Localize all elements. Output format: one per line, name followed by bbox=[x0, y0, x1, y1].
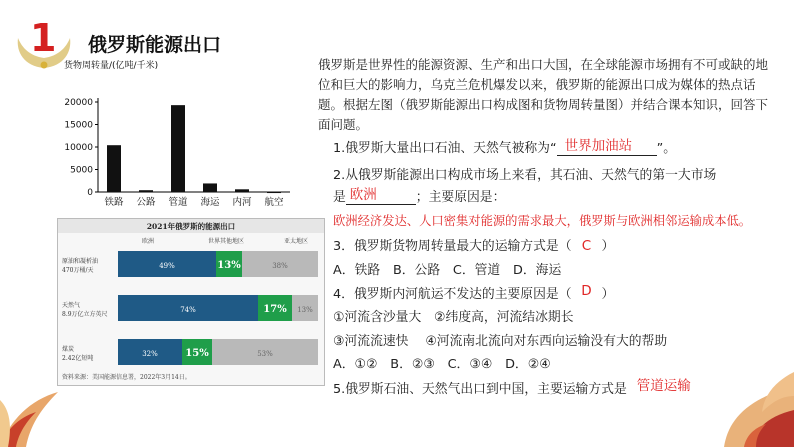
page-title: 俄罗斯能源出口 bbox=[88, 34, 222, 56]
energy-column-label: 欧洲 bbox=[141, 238, 155, 245]
answer-1: 世界加油站 bbox=[564, 138, 633, 154]
answer-4: D bbox=[581, 283, 592, 299]
energy-row-label: 天然气 bbox=[62, 302, 81, 309]
question-4-option-2: ③河流流速快 ④河流南北流向对东西向运输没有大的帮助 bbox=[333, 334, 668, 349]
question-5: 5.俄罗斯石油、天然气出口到中国，主要运输方式是 管道运输 bbox=[333, 378, 691, 397]
question-4-option-1: ①河流含沙量大 ②纬度高，河流结冰期长 bbox=[333, 310, 574, 325]
flower-decoration-right bbox=[684, 352, 794, 447]
energy-row-label: 煤炭 bbox=[62, 346, 75, 353]
freight-turnover-chart bbox=[60, 58, 310, 218]
question-4-options: A．①② B．②③ C．③④ D．②④ bbox=[333, 357, 551, 372]
bar-航空 bbox=[267, 192, 281, 194]
x-tick-label: 海运 bbox=[200, 197, 220, 208]
energy-chart-title: 2021年俄罗斯的能源出口 bbox=[146, 222, 236, 231]
energy-source: 资料来源：美国能源信息署，2022年3月14日。 bbox=[62, 374, 191, 381]
chart-ylabel: 货物周转量/(亿吨/千米) bbox=[64, 61, 159, 71]
energy-export-chart bbox=[57, 218, 325, 386]
energy-segment-label: 17% bbox=[263, 304, 287, 315]
intro-paragraph: 俄罗斯是世界性的能源资源、生产和出口大国，在全球能源市场拥有不可或缺的地位和巨大的影响力，乌克兰危机爆发以来，俄罗斯的能源出口成为媒体的热点话题。根据左图（俄罗斯能源出口构成图和货物周转量图）并结合课本知识，回答下面问题。 bbox=[318, 57, 769, 132]
bar-管道 bbox=[171, 105, 185, 192]
energy-segment-label: 13% bbox=[217, 260, 241, 271]
y-tick-label: 5000 bbox=[70, 165, 93, 176]
bar-铁路 bbox=[107, 145, 121, 192]
bar-公路 bbox=[139, 190, 153, 192]
question-1: 1.俄罗斯大量出口石油、天然气被称为“ 世界加油站 ”。 bbox=[333, 137, 676, 156]
answer-3: C bbox=[581, 238, 592, 254]
x-tick-label: 铁路 bbox=[104, 197, 124, 208]
energy-row-sub: 2.42亿短吨 bbox=[62, 355, 94, 362]
energy-row-sub: 8.9万亿立方英尺 bbox=[62, 311, 108, 318]
section-number: 1 bbox=[30, 16, 57, 60]
energy-segment-label: 74% bbox=[180, 306, 196, 314]
energy-segment-label: 49% bbox=[159, 262, 175, 270]
energy-segment-label: 53% bbox=[257, 350, 273, 358]
x-tick-label: 公路 bbox=[136, 197, 156, 208]
y-tick-label: 0 bbox=[87, 188, 93, 198]
flower-decoration-left bbox=[0, 360, 60, 447]
bar-内河 bbox=[235, 189, 249, 192]
question-3: 3．俄罗斯货物周转量最大的运输方式是（ C ） bbox=[333, 238, 615, 254]
question-3-options: A．铁路 B．公路 C．管道 D．海运 bbox=[333, 263, 562, 278]
question-4: 4．俄罗斯内河航运不发达的主要原因是（ D ） bbox=[333, 283, 615, 302]
energy-column-label: 世界其他地区 bbox=[207, 238, 245, 245]
question-2-line2: 是 欧洲 ；主要原因是： bbox=[333, 186, 505, 205]
energy-segment-label: 13% bbox=[297, 306, 313, 314]
question-2-line1: 2.从俄罗斯能源出口构成市场上来看，其石油、天然气的第一大市场 bbox=[333, 168, 717, 183]
y-tick-label: 20000 bbox=[64, 98, 93, 108]
energy-column-label: 亚太地区 bbox=[283, 238, 309, 245]
y-tick-label: 10000 bbox=[64, 143, 93, 153]
energy-row-sub: 470万桶/天 bbox=[62, 267, 94, 274]
answer-2-reason: 欧洲经济发达、人口密集对能源的需求最大，俄罗斯与欧洲相邻运输成本低。 bbox=[333, 214, 752, 228]
energy-segment-label: 15% bbox=[185, 348, 209, 359]
energy-row-label: 原油和凝析油 bbox=[62, 258, 99, 265]
answer-5: 管道运输 bbox=[636, 378, 691, 394]
answer-2: 欧洲 bbox=[349, 187, 377, 203]
x-tick-label: 内河 bbox=[232, 197, 252, 208]
bar-海运 bbox=[203, 183, 217, 192]
energy-segment-label: 38% bbox=[272, 262, 288, 270]
energy-segment-label: 32% bbox=[142, 350, 158, 358]
x-tick-label: 航空 bbox=[264, 197, 284, 208]
x-tick-label: 管道 bbox=[168, 197, 188, 208]
y-tick-label: 15000 bbox=[64, 120, 93, 131]
